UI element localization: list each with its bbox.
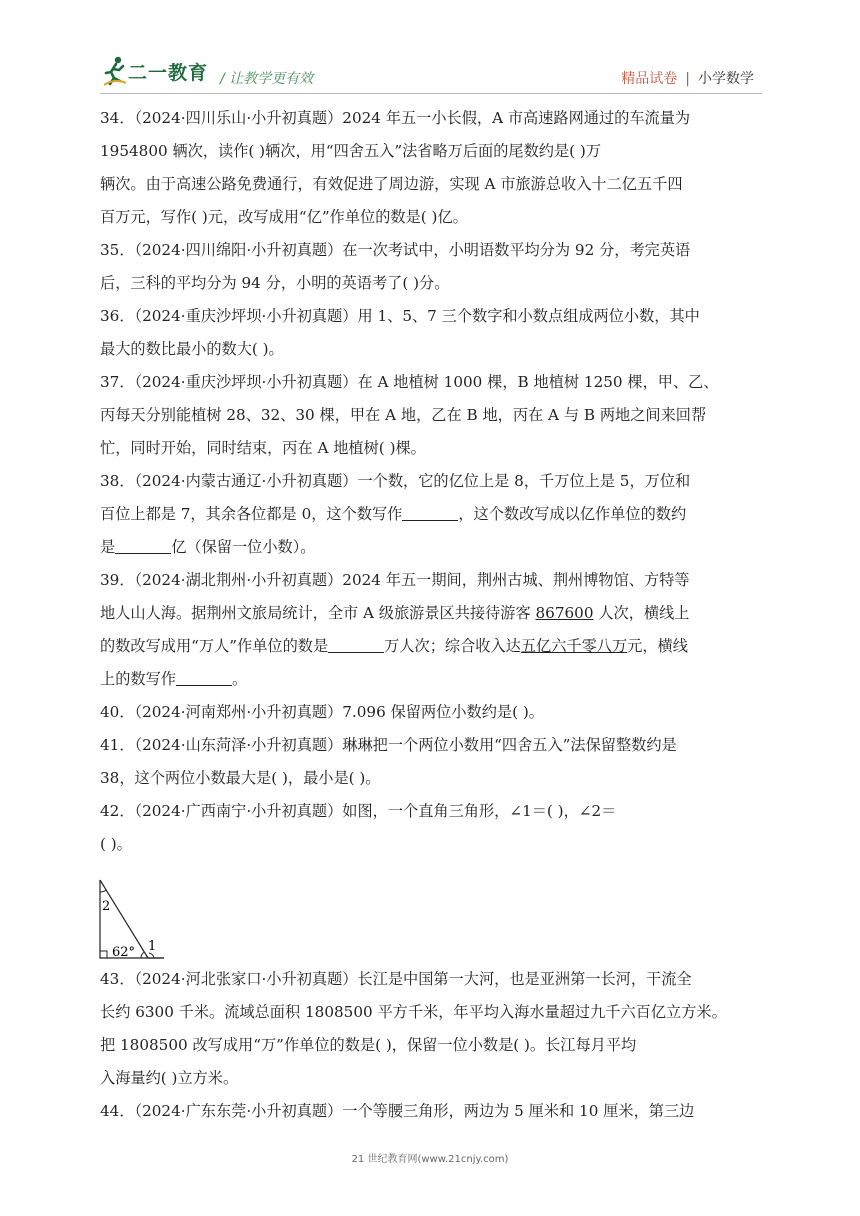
text-segment: 上的数写作 xyxy=(100,670,176,688)
header-right xyxy=(621,68,754,88)
answer-blank xyxy=(176,667,232,686)
text-segment: ，这个数改写成以亿作单位的数约 xyxy=(458,505,687,523)
text-segment: 的数改写成用“万人”作单位的数是 xyxy=(100,637,329,655)
slogan: / 让教学更有效 xyxy=(220,71,314,87)
text-line: 37．（2024·重庆沙坪坝·小升初真题）在 A 地植树 1000 棵，B 地植树 1250 棵，甲、乙、 xyxy=(100,373,719,391)
underlined-number: 五亿六千零八万 xyxy=(520,637,628,655)
text-line: 忙，同时开始，同时结束，丙在 A 地植树( )棵。 xyxy=(100,439,426,457)
figure-spacer xyxy=(100,861,766,963)
page-footer: 21 世纪教育网(www.21cnjy.com) xyxy=(351,1154,509,1165)
running-man-icon xyxy=(104,56,126,86)
text-line: 39．（2024·湖北荆州·小升初真题）2024 年五一期间，荆州古城、荆州博物馆、方特等 xyxy=(100,571,690,589)
text-line xyxy=(100,630,766,663)
text-line xyxy=(100,498,766,531)
text-line: 最大的数比最小的数大( )。 xyxy=(100,340,284,358)
text-line: 35．（2024·四川绵阳·小升初真题）在一次考试中，小明语数平均分为 92 分，考完英语 xyxy=(100,241,691,259)
header-label-premium: 精品试卷 xyxy=(621,71,678,87)
text-line: ( )。 xyxy=(100,835,132,853)
answer-blank xyxy=(328,634,384,653)
answer-blank xyxy=(115,535,171,554)
text-line: 38．（2024·内蒙古通辽·小升初真题）一个数，它的亿位上是 8，千万位上是 5，万位和 xyxy=(100,472,691,490)
text-line: 入海量约( )立方米。 xyxy=(100,1069,239,1087)
text-line: 长约 6300 千米。流域总面积 1808500 平方千米，年平均入海水量超过九千六百亿立方米。 xyxy=(100,1003,727,1021)
text-line: 36．（2024·重庆沙坪坝·小升初真题）用 1、5、7 三个数字和小数点组成两位小数，其中 xyxy=(100,307,700,325)
text-line: 把 1808500 改写成用“万”作单位的数是( )，保留一位小数是( )。长江每月平均 xyxy=(100,1036,637,1054)
text-line: 44．（2024·广东东莞·小升初真题）一个等腰三角形，两边为 5 厘米和 10 厘米，第三边 xyxy=(100,1102,695,1120)
text-line: 丙每天分别能植树 28、32、30 棵，甲在 A 地，乙在 B 地，丙在 A 与 B 两地之间来回帮 xyxy=(100,406,707,424)
text-line: 后，三科的平均分为 94 分，小明的英语考了( )分。 xyxy=(100,274,450,292)
header-divider xyxy=(100,93,762,94)
text-line: 1954800 辆次，读作( )辆次，用“四舍五入”法省略万后面的尾数约是( )万 xyxy=(100,142,602,160)
text-line: 40．（2024·河南郑州·小升初真题）7.096 保留两位小数约是( )。 xyxy=(100,703,544,721)
logo-text: 二一教育 xyxy=(128,61,209,84)
text-segment: 地人山人海。据荆州文旅局统计，全市 A 级旅游景区共接待游客 xyxy=(100,604,536,622)
header-separator: | xyxy=(685,71,690,87)
text-line xyxy=(100,597,766,630)
text-line: 辆次。由于高速公路免费通行，有效促进了周边游，实现 A 市旅游总收入十二亿五千四 xyxy=(100,175,683,193)
text-segment: 万人次；综合收入达 xyxy=(384,637,521,655)
angle-2-label: 2 xyxy=(102,899,111,914)
text-line: 43．（2024·河北张家口·小升初真题）长江是中国第一大河，也是亚洲第一长河，干流全 xyxy=(100,970,692,988)
text-line: 34．（2024·四川乐山·小升初真题）2024 年五一小长假，A 市高速路网通过的车流量为 xyxy=(100,109,691,127)
angle-62-label: 62° xyxy=(112,945,136,960)
logo xyxy=(104,54,208,88)
underlined-number: 867600 xyxy=(535,604,594,622)
text-segment: 。 xyxy=(231,670,248,688)
angle-1-label: 1 xyxy=(148,939,157,954)
answer-blank xyxy=(402,502,458,521)
question-list xyxy=(100,102,766,1128)
page-header xyxy=(0,0,860,100)
text-line: 百万元，写作( )元，改写成用“亿”作单位的数是( )亿。 xyxy=(100,208,468,226)
text-segment: 是 xyxy=(100,538,116,556)
text-segment: 百位上都是 7，其余各位都是 0，这个数写作 xyxy=(100,505,403,523)
right-triangle-figure xyxy=(96,878,168,962)
text-segment: 人次，横线上 xyxy=(593,604,690,622)
text-line: 38，这个两位小数最大是( )，最小是( )。 xyxy=(100,769,381,787)
header-label-subject: 小学数学 xyxy=(698,71,754,87)
text-segment: 亿（保留一位小数）。 xyxy=(171,538,316,556)
text-line xyxy=(100,531,766,564)
text-line: 41．（2024·山东菏泽·小升初真题）琳琳把一个两位小数用“四舍五入”法保留整数约是 xyxy=(100,736,677,754)
text-segment: 元，横线 xyxy=(627,637,688,655)
text-line xyxy=(100,663,766,696)
text-line: 42．（2024·广西南宁·小升初真题）如图，一个直角三角形，∠1＝( )，∠2＝ xyxy=(100,802,617,820)
